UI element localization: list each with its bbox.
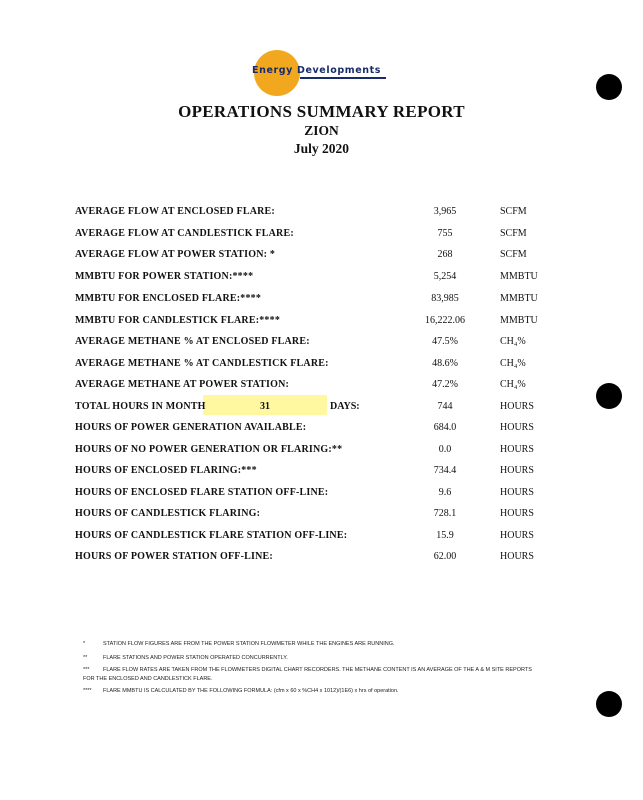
- table-row: [0, 249, 643, 265]
- row-value: 5,254: [433, 271, 457, 282]
- binder-hole-bottom: [596, 691, 622, 717]
- row-unit: SCFM: [500, 206, 527, 217]
- table-row: [0, 315, 643, 331]
- footnote-text: FLARE FLOW RATES ARE TAKEN FROM THE FLOWMETERS DIGITAL CHART RECORDERS. THE METHANE CONTENT IS AN AVERAGE OF THE A & M SITE REPORTS: [103, 667, 532, 673]
- row-value: 734.4: [433, 465, 457, 476]
- table-row: [0, 487, 643, 503]
- site-name: ZION: [304, 123, 339, 138]
- logo-word-energy: Energy: [252, 65, 293, 76]
- table-row: [0, 336, 643, 352]
- binder-hole-top: [596, 74, 622, 100]
- row-label: TOTAL HOURS IN MONTH: [75, 401, 206, 412]
- table-row: [0, 293, 643, 309]
- row-label: HOURS OF POWER STATION OFF-LINE:: [75, 551, 273, 562]
- table-row: [0, 530, 643, 546]
- row-label: MMBTU FOR CANDLESTICK FLARE:****: [75, 315, 281, 326]
- table-row: [0, 379, 643, 395]
- row-value: 48.6%: [432, 358, 458, 369]
- row-unit: MMBTU: [500, 315, 538, 326]
- row-unit: HOURS: [500, 444, 534, 455]
- row-label: HOURS OF ENCLOSED FLARING:***: [75, 465, 257, 476]
- row-unit: HOURS: [500, 401, 534, 412]
- logo-word-developments: Developments: [296, 65, 382, 76]
- row-value: 728.1: [433, 508, 457, 519]
- row-label: AVERAGE FLOW AT CANDLESTICK FLARE:: [75, 228, 294, 239]
- row-unit: MMBTU: [500, 293, 538, 304]
- footnote-mark: ***: [83, 667, 90, 673]
- row-value: 83,985: [431, 293, 459, 304]
- row-label: HOURS OF CANDLESTICK FLARING:: [75, 508, 261, 519]
- table-row: [0, 444, 643, 460]
- footnote-mark: *: [83, 641, 86, 647]
- row-unit: SCFM: [500, 228, 527, 239]
- row-value: 0.0: [438, 444, 452, 455]
- footnote-text: FLARE STATIONS AND POWER STATION OPERATED CONCURRENTLY.: [103, 655, 288, 661]
- footnote-text: FOR THE ENCLOSED AND CANDLESTICK FLARE.: [83, 676, 213, 682]
- table-row: [0, 271, 643, 287]
- row-value: 684.0: [433, 422, 457, 433]
- row-unit: CH₄%: [500, 336, 526, 347]
- row-unit: HOURS: [500, 530, 534, 541]
- row-label: AVERAGE METHANE % AT ENCLOSED FLARE:: [75, 336, 310, 347]
- row-value: 47.2%: [432, 379, 458, 390]
- row-unit: CH₄%: [500, 379, 526, 390]
- footnote-mark: **: [83, 655, 88, 661]
- row-unit: HOURS: [500, 422, 534, 433]
- table-row: [0, 422, 643, 438]
- table-row: [0, 228, 643, 244]
- row-value: 9.6: [438, 487, 452, 498]
- row-label: AVERAGE METHANE % AT CANDLESTICK FLARE:: [75, 358, 329, 369]
- row-label: HOURS OF POWER GENERATION AVAILABLE:: [75, 422, 307, 433]
- table-row: [0, 551, 643, 567]
- table-row: [0, 358, 643, 374]
- row-value: 16,222.06: [425, 315, 465, 326]
- row-label: HOURS OF ENCLOSED FLARE STATION OFF-LINE:: [75, 487, 329, 498]
- company-logo: [252, 50, 392, 96]
- table-row: [0, 401, 643, 417]
- logo-wordmark: [252, 65, 381, 76]
- footnote-text: STATION FLOW FIGURES ARE FROM THE POWER STATION FLOWMETER WHILE THE ENGINES ARE RUNNING.: [103, 641, 395, 647]
- row-unit: HOURS: [500, 508, 534, 519]
- row-label: HOURS OF CANDLESTICK FLARE STATION OFF-LINE:: [75, 530, 348, 541]
- row-value: 15.9: [436, 530, 454, 541]
- table-row: [0, 465, 643, 481]
- row-label: AVERAGE FLOW AT POWER STATION: *: [75, 249, 276, 260]
- row-value: 62.00: [433, 551, 457, 562]
- report-period: July 2020: [293, 141, 350, 156]
- row-value: 3,965: [433, 206, 457, 217]
- row-unit: HOURS: [500, 465, 534, 476]
- row-label: AVERAGE FLOW AT ENCLOSED FLARE:: [75, 206, 275, 217]
- logo-underline: [300, 77, 386, 79]
- row-label: MMBTU FOR ENCLOSED FLARE:****: [75, 293, 262, 304]
- table-row: [0, 206, 643, 222]
- row-unit: HOURS: [500, 551, 534, 562]
- row-value: 744: [437, 401, 453, 412]
- footnote-text: FLARE MMBTU IS CALCULATED BY THE FOLLOWING FORMULA: (cfm x 60 x %CH4 x 1012)/(1E6) x hrs of operation.: [103, 688, 399, 694]
- row-value: 268: [437, 249, 453, 260]
- row-label: HOURS OF NO POWER GENERATION OR FLARING:**: [75, 444, 343, 455]
- row-unit: MMBTU: [500, 271, 538, 282]
- row-unit: SCFM: [500, 249, 527, 260]
- row-value: 755: [437, 228, 453, 239]
- row-value: 47.5%: [432, 336, 458, 347]
- row-label: MMBTU FOR POWER STATION:****: [75, 271, 254, 282]
- row-unit: HOURS: [500, 487, 534, 498]
- row-unit: CH₄%: [500, 358, 526, 369]
- days-label: DAYS:: [330, 401, 360, 412]
- row-label: AVERAGE METHANE AT POWER STATION:: [75, 379, 290, 390]
- days-in-month-value: 31: [260, 401, 270, 412]
- report-title: OPERATIONS SUMMARY REPORT: [178, 102, 465, 121]
- footnote-mark: ****: [83, 688, 92, 694]
- table-row: [0, 508, 643, 524]
